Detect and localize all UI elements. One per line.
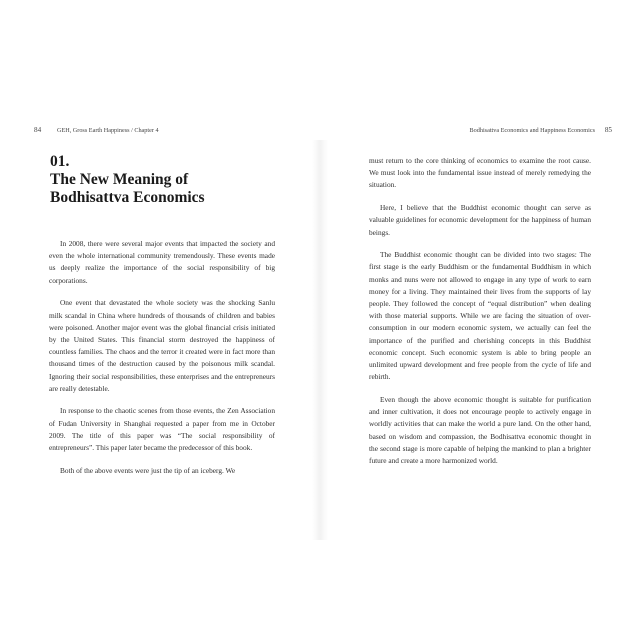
paragraph: In response to the chaotic scenes from those events, the Zen Association of Fudan University in Shanghai requested a paper from me in October 2009. The title of this paper was “The social responsibility of entrepreneurs”. This paper later became the predecessor of this book. bbox=[49, 406, 275, 453]
section-heading bbox=[50, 153, 290, 207]
paragraph: Both of the above events were just the tip of an iceberg. We bbox=[60, 465, 236, 475]
left-running-head: GEH, Gross Earth Happiness / Chapter 4 bbox=[57, 127, 159, 134]
right-page bbox=[320, 0, 640, 640]
paragraph: must return to the core thinking of economics to examine the root cause. We must look into the fundamental issue instead of merely remedying the situation. bbox=[369, 156, 591, 190]
left-page-number: 84 bbox=[34, 126, 42, 134]
section-title-line-2: Bodhisattva Economics bbox=[50, 189, 205, 206]
paragraph: One event that devastated the whole society was the shocking Sanlu milk scandal in China where hundreds of thousands of children and babies were poisoned. Another major event was the global financial crisis initiated by the United States. This financial storm destroyed the happiness of countless families. The chaos and the terror it created were in fact more than thousand times of the destruction caused by the poisonous milk scandal. Ignoring their social responsibilities, these enterprises and the entrepreneurs are really detestable. bbox=[49, 298, 275, 393]
right-body-text bbox=[369, 155, 591, 478]
right-running-head: Bodhisattva Economics and Happiness Economics bbox=[469, 127, 595, 134]
section-title-line-1: The New Meaning of bbox=[50, 171, 189, 188]
paragraph: The Buddhist economic thought can be divided into two stages: The first stage is the early Buddhism or the fundamental Buddhism in which monks and nuns were not allowed to engage in any type of work to earn money for a living. They maintained their lives from the supports of lay people. They followed the concept of “equal distribution” when dealing with those material supports. While we are facing the situation of over-consumption in our modern economic system, we actually can feel the importance of the purified and cherishing concepts in this Buddhist economic concept. Such economic system is able to bring people an unlimited upward development and free people from the cycle of life and rebirth. bbox=[369, 250, 591, 382]
paragraph: In 2008, there were several major events that impacted the society and even the whole international community tremendously. These events made us deeply realize the importance of the social responsibility of big corporations. bbox=[49, 239, 275, 285]
section-number: 01. bbox=[50, 153, 70, 170]
paragraph: Even though the above economic thought is suitable for purification and inner cultivation, it does not encourage people to actively engage in worldly activities that can make the world a pure land. On the other hand, based on wisdom and compassion, the Bodhisattva economic thought in the second stage is more capable of helping the mankind to plan a brighter future and create a more harmonized world. bbox=[369, 394, 591, 465]
left-body-text bbox=[49, 238, 275, 487]
paragraph: Here, I believe that the Buddhist economic thought can serve as valuable guidelines for economic development for the happiness of human beings. bbox=[369, 203, 591, 237]
right-page-number: 85 bbox=[604, 126, 612, 134]
